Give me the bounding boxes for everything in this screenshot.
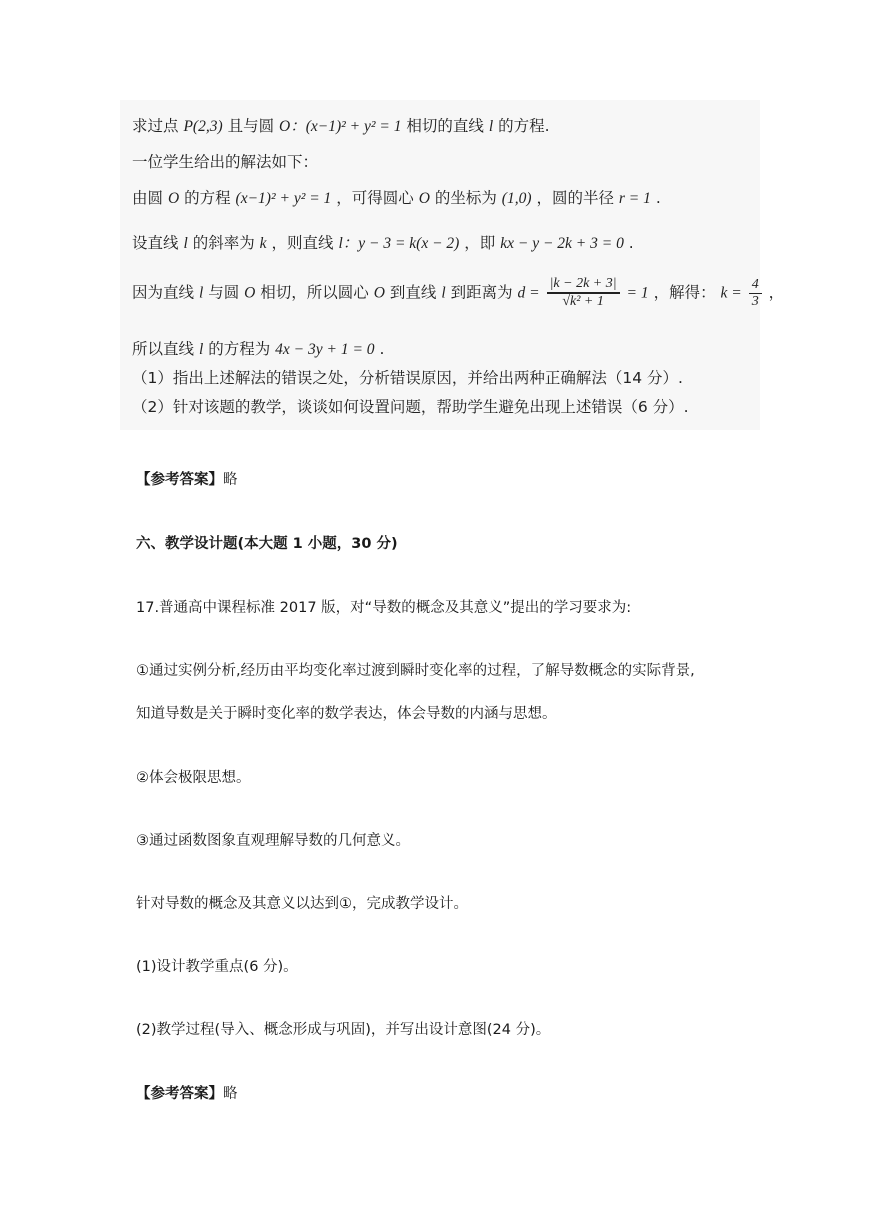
distance-fraction [547,276,620,310]
math: O [418,190,430,207]
solution-step-distance [132,276,784,310]
requirement-1-line-2: 知道导数是关于瞬时变化率的数学表达，体会导数的内涵与思想。 [136,706,557,722]
text: 因为直线 [132,283,195,302]
sub-question-1: (1)设计教学重点(6 分)。 [136,959,298,975]
text: 到距离为 [450,283,513,302]
text: 与圆 [208,283,240,302]
text: ，即 [464,234,496,252]
text: 求过点 [132,117,179,135]
math: O [244,284,256,302]
math: O [373,284,385,302]
answer-text: 略 [223,1086,238,1102]
text: 相切的直线 [406,117,484,135]
question-1: （1）指出上述解法的错误之处，分析错误原因，并给出两种正确解法（14 分）. [132,369,683,387]
answer-label: 【参考答案】 [136,1086,223,1102]
k-fraction [749,277,762,310]
text: 所以直线 [132,340,195,358]
text: . [628,234,634,252]
fraction-denominator: 3 [751,293,759,309]
answer-label: 【参考答案】 [136,472,223,488]
math: d = [517,284,540,302]
math: kx − y − 2k + 3 = 0 [500,235,624,252]
text: ，解得： [653,283,716,302]
text: 的方程 [184,189,231,207]
text: . [655,189,661,207]
math: k = [720,284,742,302]
text: ， [768,283,785,302]
question-17: 17.普通高中课程标准 2017 版，对“导数的概念及其意义”提出的学习要求为: [136,600,632,616]
text: . [379,340,385,358]
text: 设直线 [132,234,179,252]
math: l：y − 3 = k(x − 2) [338,235,460,252]
math: P(2,3) [183,118,223,135]
math: = 1 [626,284,649,302]
solution-intro: 一位学生给出的解法如下： [132,153,319,171]
text: 到直线 [389,283,437,302]
answer-text: 略 [223,472,238,488]
text: 的斜率为 [192,234,255,252]
scanned-problem-image [120,100,785,430]
math: O：(x−1)² + y² = 1 [279,118,402,135]
requirement-1-line-1: ①通过实例分析,经历由平均变化率过渡到瞬时变化率的过程，了解导数概念的实际背景, [136,663,695,679]
solution-step-result [132,337,384,359]
text: ，则直线 [271,234,334,252]
math: (x−1)² + y² = 1 [235,190,332,207]
text: 且与圆 [227,117,275,135]
math: O [167,190,180,207]
text: 的方程. [498,117,550,135]
math: r = 1 [618,190,651,207]
fraction-numerator: 4 [749,277,762,294]
section-title: 六、教学设计题(本大题 1 小题，30 分) [136,536,398,552]
math: (1,0) [501,190,532,207]
math: l [198,284,204,302]
sub-question-2: (2)教学过程(导入、概念形成与巩固)，并写出设计意图(24 分)。 [136,1022,551,1038]
solution-step-center [132,186,661,208]
solution-step-line [132,231,634,253]
math: k [259,235,267,252]
math: l [441,284,446,302]
requirement-3: ③通过函数图象直观理解导数的几何意义。 [136,833,410,849]
text: ，圆的半径 [536,189,614,207]
math: 4x − 3y + 1 = 0 [275,341,375,358]
fraction-numerator: |k − 2k + 3| [547,276,620,293]
math: l [488,118,494,135]
requirement-2: ②体会极限思想。 [136,770,251,786]
answer-1 [136,468,238,489]
question-2: （2）针对该题的教学，谈谈如何设置问题，帮助学生避免出现上述错误（6 分）. [132,398,689,416]
fraction-denominator: √k² + 1 [547,293,620,310]
text: 的坐标为 [434,189,497,207]
answer-2 [136,1082,238,1103]
text: ，可得圆心 [336,189,414,207]
text: 相切，所以圆心 [260,283,369,302]
text: 的方程为 [208,340,271,358]
text: 由圆 [132,189,164,207]
math: l [198,341,204,358]
task-description: 针对导数的概念及其意义以达到①，完成教学设计。 [136,896,468,912]
math: l [183,235,188,252]
problem-statement [132,114,550,136]
